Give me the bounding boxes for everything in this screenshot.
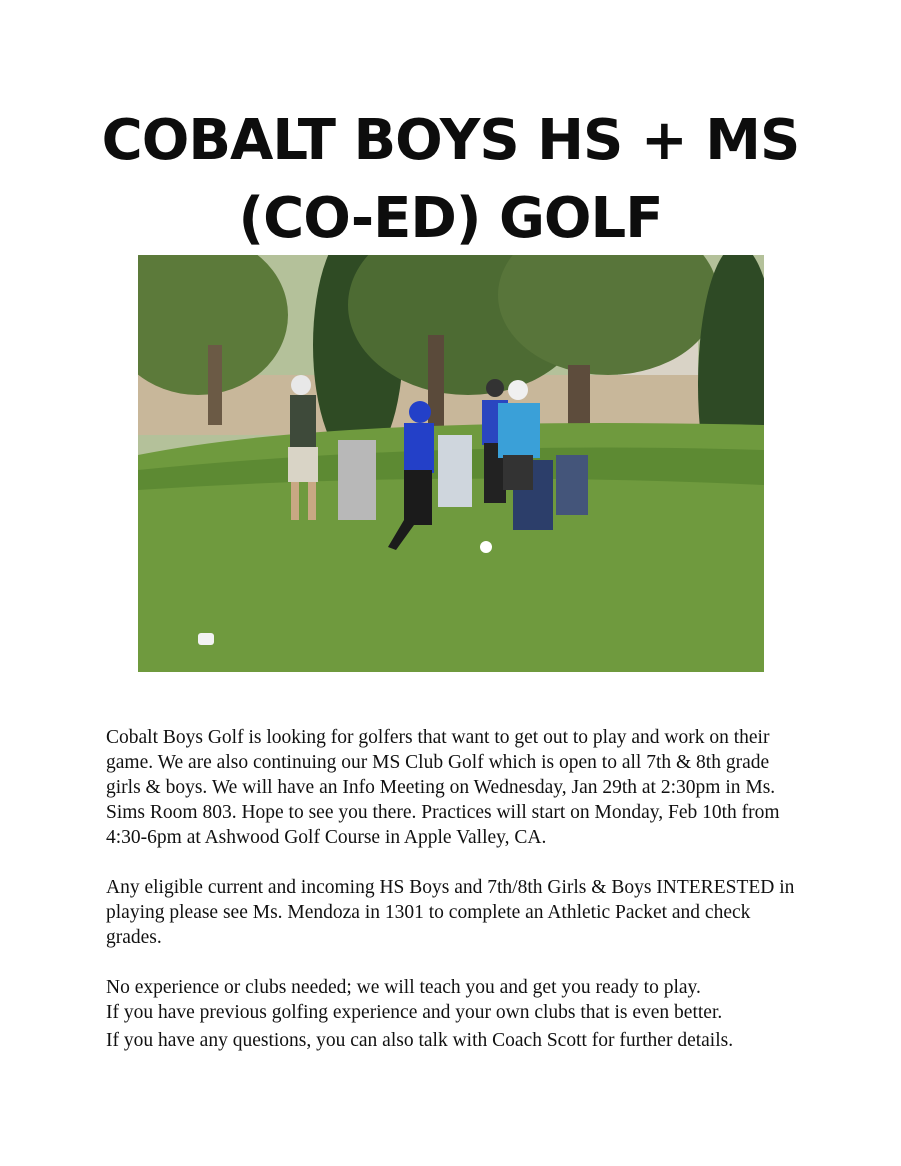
golf-team-photo — [138, 255, 764, 672]
experience-line2: If you have previous golfing experience and your own clubs that is even better. — [106, 1002, 723, 1023]
paragraph-info-meeting: Cobalt Boys Golf is looking for golfers that want to get out to play and work on their game. We are also continuing our MS Club Golf which is open to all 7th & 8th grade girls & boys. We will have an Info Meeting on Wednesday, Jan 29th at 2:30pm in Ms. Sims Room 803. Hope to see you there. Practices will start on Monday, Feb 10th from 4:30-6pm at Ashwood Golf Course in Apple Valley, CA. — [106, 727, 780, 848]
golfer-lightblue-cap — [508, 380, 528, 400]
golfer-left-leg2 — [308, 482, 316, 520]
paragraph-eligibility: Any eligible current and incoming HS Boys and 7th/8th Girls & Boys INTERESTED in playing please see Ms. Mendoza in 1301 to complete an Athletic Packet and check grades. — [106, 877, 795, 948]
golfer-lightblue-shirt — [498, 403, 540, 458]
flyer-body — [106, 725, 806, 1053]
golf-photo-icon — [138, 255, 764, 672]
golfer-left-leg — [291, 482, 299, 520]
experience-line1: No experience or clubs needed; we will teach you and get you ready to play. — [106, 977, 701, 998]
golfer-left-shirt — [290, 395, 316, 450]
paragraph-questions — [106, 1028, 806, 1053]
golf-bag-1 — [338, 440, 376, 520]
golfer-center-shirt — [404, 423, 434, 473]
golf-ball — [480, 541, 492, 553]
golfer-left-cap — [291, 375, 311, 395]
tree-left-trunk — [208, 345, 222, 425]
golfer-left-shorts — [288, 447, 318, 482]
golfer-right-cap — [486, 379, 504, 397]
golfer-center-cap — [409, 401, 431, 423]
flyer-title-line2: (CO-ED) GOLF — [238, 186, 663, 251]
golf-bag-4 — [556, 455, 588, 515]
flyer-title-line1: COBALT BOYS HS + MS — [101, 108, 800, 173]
golfer-lightblue-shorts — [503, 455, 533, 490]
paragraph-experience — [106, 975, 806, 1025]
golf-bag-2 — [438, 435, 472, 507]
flyer-title — [0, 102, 901, 258]
questions-line: If you have any questions, you can also talk with Coach Scott for further details. — [106, 1030, 734, 1051]
golfer-center-pants — [404, 470, 432, 525]
tee-marker — [198, 633, 214, 645]
